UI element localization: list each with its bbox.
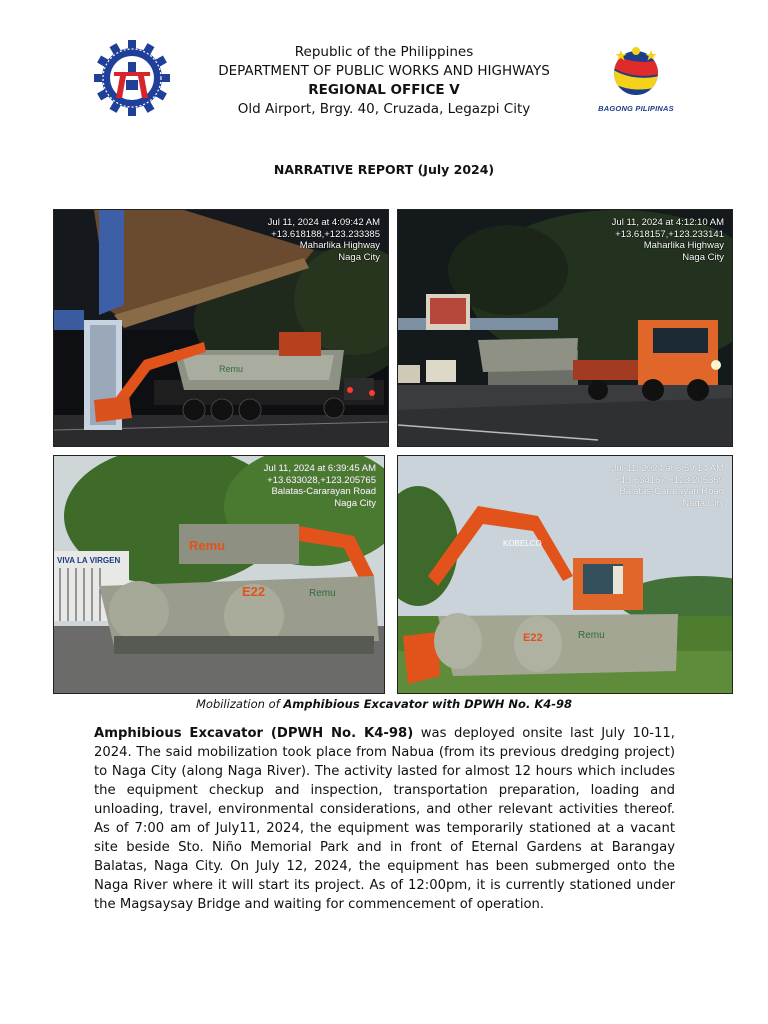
stamp-city: Naga City — [682, 497, 724, 509]
stamp-city: Naga City — [334, 497, 376, 509]
svg-text:Remu: Remu — [189, 538, 226, 553]
photo-day-excavator-site — [397, 455, 733, 694]
republic-line: Republic of the Philippines — [294, 44, 474, 60]
stamp-city: Naga City — [338, 251, 380, 263]
stamp-coordinates: +13.618157,+123.233141 — [615, 228, 724, 240]
stamp-datetime: Jul 11, 2024 at 4:09:42 AM — [267, 217, 380, 228]
stamp-datetime: Jul 11, 2024 at 4:12:10 AM — [611, 217, 724, 228]
photo-day-pontoons — [53, 455, 385, 694]
stamp-coordinates: +13.634167,+123.205359 — [615, 474, 724, 486]
photo-night-truck — [397, 209, 733, 447]
stamp-datetime: Jul 11, 2024 at 6:59:14 AM — [611, 463, 724, 474]
dpwh-seal-logo — [92, 38, 172, 118]
stamp-road: Maharlika Highway — [643, 240, 724, 251]
photo-caption — [0, 697, 768, 711]
caption-emphasis: Amphibious Excavator with DPWH No. K4-98 — [283, 697, 573, 711]
svg-text:E22: E22 — [242, 584, 266, 599]
stamp-road: Balatas-Cararayan Road — [271, 486, 376, 497]
equipment-name: Amphibious Excavator (DPWH No. K4-98) — [94, 726, 414, 741]
photo-timestamp — [268, 217, 380, 263]
photo-timestamp — [612, 217, 724, 263]
letterhead — [0, 38, 768, 128]
photo-timestamp — [264, 463, 376, 509]
bagong-pilipinas-wordmark: BAGONG PILIPINAS — [598, 104, 674, 113]
photo-night-overpass — [53, 209, 389, 447]
caption-prefix: Mobilization of — [195, 697, 284, 711]
narrative-paragraph — [94, 724, 675, 914]
svg-text:Remu: Remu — [309, 588, 336, 599]
narrative-body: was deployed onsite last July 10-11, 2024. The said mobilization took place from Nabua (from its previous dredging project) to Naga City (along Naga River). The activity lasted for almost 12 hours which includes the equipment checkup and inspection, transportation preparation, loading and unloading, travel, environmental considerations, and other relevant activities thereof. As of 7:00 am of July11, 2024, the equipment was temporarily stationed at a vacant site beside Sto. Niño Memorial Park and in front of Eternal Gardens at Barangay Balatas, Naga City. On July 12, 2024, the equipment has been submerged onto the Naga River where it will start its project. As of 12:00pm, it is currently stationed under the Magsaysay Bridge and waiting for commencement of operation. — [94, 726, 675, 912]
svg-text:Remu: Remu — [578, 630, 605, 641]
stamp-coordinates: +13.618188,+123.233385 — [271, 228, 380, 240]
stamp-road: Maharlika Highway — [299, 240, 380, 251]
svg-text:Remu: Remu — [219, 364, 244, 374]
stamp-road: Balatas-Cararayan Road — [619, 486, 724, 497]
department-line: DEPARTMENT OF PUBLIC WORKS AND HIGHWAYS — [218, 63, 550, 79]
letterhead-text — [184, 43, 584, 119]
report-title: NARRATIVE REPORT (July 2024) — [273, 162, 495, 177]
regional-office-line: REGIONAL OFFICE V — [308, 82, 460, 98]
svg-text:KOBELCO: KOBELCO — [503, 539, 542, 548]
svg-text:E22: E22 — [523, 632, 543, 644]
stamp-datetime: Jul 11, 2024 at 6:39:45 AM — [263, 463, 376, 474]
photo-timestamp — [612, 463, 724, 509]
stamp-city: Naga City — [682, 251, 724, 263]
stamp-coordinates: +13.633028,+123.205765 — [267, 474, 376, 486]
address-line: Old Airport, Brgy. 40, Cruzada, Legazpi City — [237, 101, 531, 117]
svg-text:VIVA LA VIRGEN: VIVA LA VIRGEN — [57, 556, 121, 565]
